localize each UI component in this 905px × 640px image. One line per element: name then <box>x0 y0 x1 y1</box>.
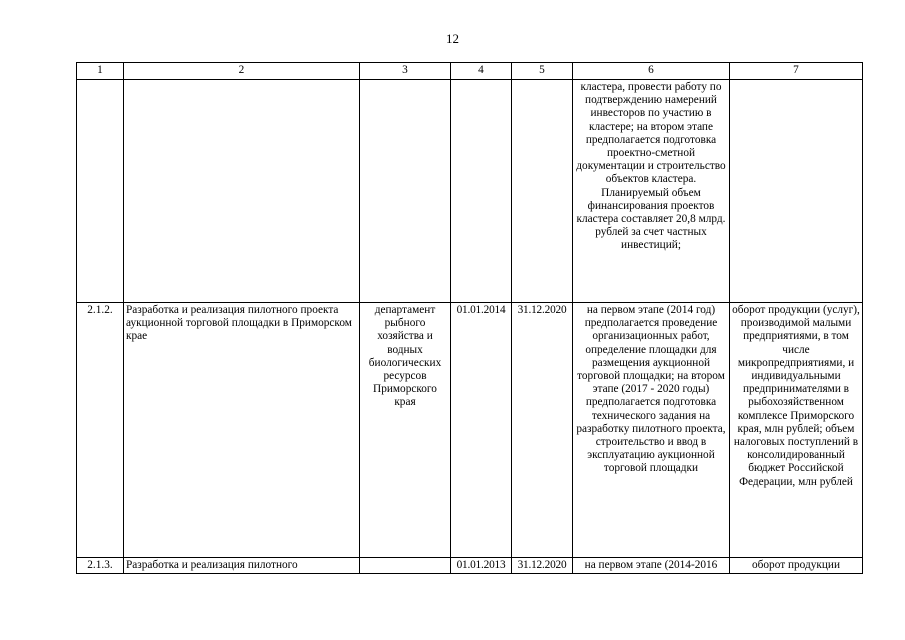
column-number: 1 <box>77 63 124 80</box>
column-number: 5 <box>512 63 573 80</box>
table-row <box>77 558 863 574</box>
indicators-cell <box>730 80 863 303</box>
table-row <box>77 80 863 303</box>
item-name-cell: Разработка и реализация пилотного проекта аукционной торговой площадки в Приморском крае <box>124 303 360 558</box>
item-name-cell <box>124 80 360 303</box>
table-row <box>77 303 863 558</box>
item-number-cell: 2.1.2. <box>77 303 124 558</box>
column-number: 4 <box>451 63 512 80</box>
column-number: 6 <box>573 63 730 80</box>
item-name-cell: Разработка и реализация пилотного <box>124 558 360 574</box>
description-cell: кластера, провести работу по подтверждению намерений инвесторов по участию в кластере; на втором этапе предполагается подготовка проектно-сметной документации и строительство объектов кластера. Планируемый объем финансирования проектов кластера составляет 20,8 млрд. рублей за счет частных инвестиций; <box>573 80 730 303</box>
measures-table <box>76 62 863 574</box>
column-number: 3 <box>360 63 451 80</box>
description-cell: на первом этапе (2014-2016 <box>573 558 730 574</box>
indicators-cell: оборот продукции (услуг), производимой малыми предприятиями, в том числе микропредприятиями, и индивидуальными предпринимателями в рыбохозяйственном комплексе Приморского края, млн рублей; объем налоговых поступлений в консолидированный бюджет Российской Федерации, млн рублей <box>730 303 863 558</box>
end-date-cell: 31.12.2020 <box>512 303 573 558</box>
page-number: 12 <box>446 31 459 46</box>
executor-cell <box>360 558 451 574</box>
end-date-cell: 31.12.2020 <box>512 558 573 574</box>
executor-cell: департамент рыбного хозяйства и водных биологических ресурсов Приморского края <box>360 303 451 558</box>
description-cell: на первом этапе (2014 год) предполагается проведение организационных работ, определение площадки для размещения аукционной торговой площадки; на втором этапе (2017 - 2020 годы) предполагается подготовка технического задания на разработку пилотного проекта, строительство и ввод в эксплуатацию аукционной торговой площадки <box>573 303 730 558</box>
item-number-cell <box>77 80 124 303</box>
column-number: 7 <box>730 63 863 80</box>
start-date-cell: 01.01.2014 <box>451 303 512 558</box>
column-number-header-row <box>77 63 863 80</box>
column-number: 2 <box>124 63 360 80</box>
executor-cell <box>360 80 451 303</box>
item-number-cell: 2.1.3. <box>77 558 124 574</box>
end-date-cell <box>512 80 573 303</box>
indicators-cell: оборот продукции <box>730 558 863 574</box>
start-date-cell: 01.01.2013 <box>451 558 512 574</box>
start-date-cell <box>451 80 512 303</box>
